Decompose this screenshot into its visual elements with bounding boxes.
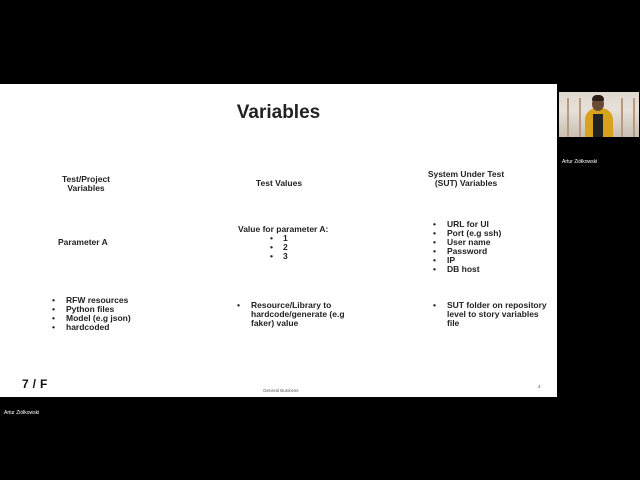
value-list [283,234,358,261]
list-item: • URL for UI [433,220,501,229]
background-beam [567,98,569,137]
list-item: • DB host [433,265,501,274]
speaker-hair [592,95,604,101]
column-header-sut-variables: System Under Test (SUT) Variables [427,169,505,188]
presentation-slide [0,84,557,397]
list-item: • Resource/Library to hardcode/generate (e.g faker) value [237,301,367,328]
sut-folder-list [433,301,553,328]
slide-title: Variables [236,102,321,123]
column-header-project-variables: Test/Project Variables [61,174,111,193]
background-beam [579,98,581,137]
slide-footer: General Business [263,388,299,393]
list-item: • RFW resources [52,296,131,305]
list-item: • IP [433,256,501,265]
resources-list [52,296,131,332]
value-label: Value for parameter A: [238,224,329,234]
list-item: • User name [433,238,501,247]
background-beam [621,98,623,137]
list-item: • hardcoded [52,323,131,332]
list-item: • Python files [52,305,131,314]
page-number: 4 [538,384,541,389]
list-item: • 1 [283,234,358,243]
list-item: • 3 [283,252,358,261]
speaker-shirt [593,114,603,137]
list-item: • Port (e.g ssh) [433,229,501,238]
sut-variables-list [433,220,501,274]
speaker-video-thumbnail[interactable] [559,92,639,137]
list-item: • Model (e.g json) [52,314,131,323]
background-beam [633,98,635,137]
column-header-test-values: Test Values [255,178,303,188]
list-item: • Password [433,247,501,256]
speaker-name-label: Artur Ziółkowski [562,159,598,165]
self-name-label: Artur Ziółkowski [4,410,40,416]
library-list [237,301,367,328]
company-logo: 7/F [22,377,52,391]
test-values-cell [238,225,358,261]
list-item: • 2 [283,243,358,252]
list-item: • SUT folder on repository level to story variables file [433,301,553,328]
parameter-a-cell: Parameter A [58,237,108,247]
